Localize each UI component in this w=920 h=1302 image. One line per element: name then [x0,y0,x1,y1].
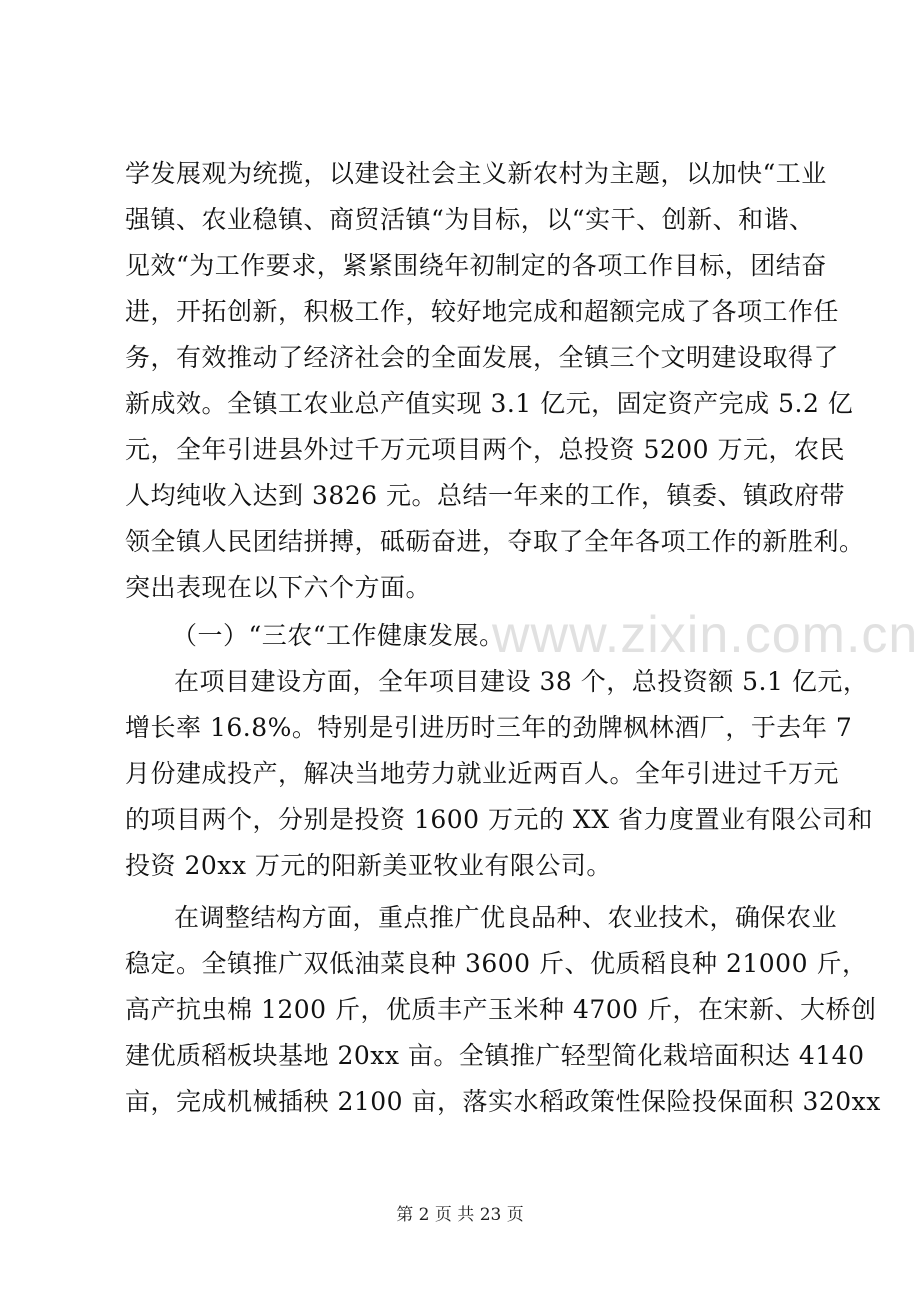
watermark: www.zixin.com.cn [492,606,919,664]
paragraph-start: 在调整结构方面，重点推广优良品种、农业技术，确保农业 [174,903,838,932]
text-line: 学发展观为统揽，以建设社会主义新农村为主题，以加快“工业 [125,159,827,188]
text-line: 见效“为工作要求，紧紧围绕年初制定的各项工作目标，团结奋 [125,251,827,280]
text-line: 增长率 16.8%。特别是引进历时三年的劲牌枫林酒厂，于去年 7 [125,713,853,742]
text-line: 务，有效推动了经济社会的全面发展，全镇三个文明建设取得了 [125,343,840,372]
text-line: 稳定。全镇推广双低油菜良种 3600 斤、优质稻良种 21000 斤， [125,949,868,978]
text-line: 的项目两个，分别是投资 1600 万元的 XX 省力度置业有限公司和 [125,805,874,834]
text-line: 建优质稻板块基地 20xx 亩。全镇推广轻型简化栽培面积达 4140 [125,1041,865,1070]
text-line: 月份建成投产，解决当地劳力就业近两百人。全年引进过千万元 [125,759,840,788]
text-line: 突出表现在以下六个方面。 [125,573,432,602]
text-line: 元，全年引进县外过千万元项目两个，总投资 5200 万元，农民 [125,435,846,464]
text-line: 亩，完成机械插秧 2100 亩，落实水稻政策性保险投保面积 320xx [125,1087,881,1116]
text-line: 人均纯收入达到 3826 元。总结一年来的工作，镇委、镇政府带 [125,481,846,510]
section-heading: （一）“三农“工作健康发展。 [172,621,505,650]
text-line: 高产抗虫棉 1200 斤，优质丰产玉米种 4700 斤，在宋新、大桥创 [125,995,877,1024]
text-line: 投资 20xx 万元的阳新美亚牧业有限公司。 [125,851,612,880]
text-line: 进，开拓创新，积极工作，较好地完成和超额完成了各项工作任 [125,297,840,326]
text-line: 强镇、农业稳镇、商贸活镇“为目标，以“实干、创新、和谐、 [125,205,815,234]
page-footer: 第 2 页 共 23 页 [396,1205,524,1225]
text-line: 新成效。全镇工农业总产值实现 3.1 亿元，固定资产完成 5.2 亿 [125,389,854,418]
paragraph-start: 在项目建设方面，全年项目建设 38 个，总投资额 5.1 亿元， [174,667,869,696]
text-line: 领全镇人民团结拼搏，砥砺奋进，夺取了全年各项工作的新胜利。 [125,527,865,556]
